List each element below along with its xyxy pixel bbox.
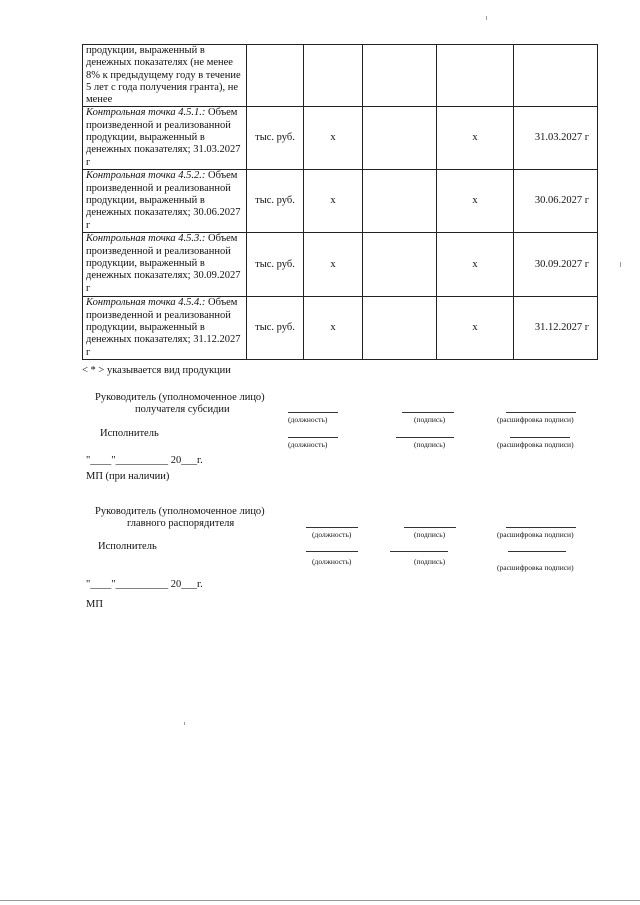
value-cell: х: [437, 233, 514, 297]
scan-speck: [486, 16, 487, 20]
date-cell: 30.09.2027 г: [514, 233, 598, 297]
scan-speck: [620, 262, 621, 267]
indicator-text: Объем произведенной и реализованной продукции, выраженный в денежных показателях; 31.12.2027 г: [86, 297, 241, 358]
value-cell: [363, 297, 437, 359]
table-row: [83, 233, 598, 297]
date-cell: 30.06.2027 г: [514, 170, 598, 233]
scan-speck: [184, 722, 185, 725]
stamp-label: МП: [86, 599, 103, 610]
indicator-text: Объем произведенной и реализованной продукции, выраженный в денежных показателях; 30.09.2027 г: [86, 233, 241, 294]
caption-position: (должность): [312, 557, 352, 566]
indicator-description-cell: [83, 297, 247, 359]
checkpoint-label: Контрольная точка 4.5.1.:: [86, 107, 206, 119]
executor-label: Исполнитель: [100, 428, 159, 439]
head-line-2: главного распорядителя: [127, 518, 235, 529]
indicator-description-cell: [83, 170, 247, 233]
indicator-description-cell: [83, 233, 247, 297]
value-cell: х: [437, 170, 514, 233]
caption-signature: (подпись): [414, 440, 446, 449]
indicator-text: продукции, выраженный в денежных показателях (не менее 8% к предыдущему году в течение 5 лет с года получения гранта), не менее: [86, 45, 241, 106]
executor-label: Исполнитель: [98, 541, 157, 552]
unit-cell: тыс. руб.: [247, 170, 304, 233]
table-row: [83, 107, 598, 170]
head-line-1: Руководитель (уполномоченное лицо): [95, 392, 265, 403]
value-cell: х: [304, 233, 363, 297]
value-cell: х: [304, 107, 363, 170]
caption-signature: (подпись): [414, 557, 446, 566]
unit-cell: тыс. руб.: [247, 297, 304, 359]
caption-signature: (подпись): [414, 530, 446, 539]
unit-cell: [247, 45, 304, 107]
caption-signature: (подпись): [414, 415, 446, 424]
value-cell: [363, 233, 437, 297]
value-cell: [363, 45, 437, 107]
indicator-text: Объем произведенной и реализованной продукции, выраженный в денежных показателях; 30.06.2027 г: [86, 170, 241, 231]
caption-decode: (расшифровка подписи): [497, 440, 574, 449]
date-line: "____"__________ 20___г.: [86, 455, 203, 466]
table-row: [83, 170, 598, 233]
checkpoint-label: Контрольная точка 4.5.3.:: [86, 233, 206, 245]
date-cell: [514, 45, 598, 107]
date-cell: 31.03.2027 г: [514, 107, 598, 170]
caption-decode: (расшифровка подписи): [497, 415, 574, 424]
value-cell: х: [304, 297, 363, 359]
indicator-description-cell: [83, 45, 247, 107]
value-cell: [304, 45, 363, 107]
table-row: [83, 297, 598, 359]
head-line-2: получателя субсидии: [135, 404, 230, 415]
value-cell: х: [437, 297, 514, 359]
unit-cell: тыс. руб.: [247, 233, 304, 297]
caption-decode: (расшифровка подписи): [497, 563, 574, 572]
caption-position: (должность): [312, 530, 352, 539]
value-cell: [437, 45, 514, 107]
caption-position: (должность): [288, 440, 328, 449]
value-cell: [363, 170, 437, 233]
footnote: < * > указывается вид продукции: [82, 365, 231, 376]
checkpoint-label: Контрольная точка 4.5.2.:: [86, 170, 206, 182]
date-cell: 31.12.2027 г: [514, 297, 598, 359]
date-line: "____"__________ 20___г.: [86, 579, 203, 590]
stamp-label: МП (при наличии): [86, 471, 170, 482]
unit-cell: тыс. руб.: [247, 107, 304, 170]
checkpoint-label: Контрольная точка 4.5.4.:: [86, 297, 206, 309]
caption-position: (должность): [288, 415, 328, 424]
scan-edge-line: [0, 900, 640, 901]
caption-decode: (расшифровка подписи): [497, 530, 574, 539]
value-cell: х: [437, 107, 514, 170]
indicator-description-cell: [83, 107, 247, 170]
head-line-1: Руководитель (уполномоченное лицо): [95, 506, 265, 517]
indicator-text: Объем произведенной и реализованной продукции, выраженный в денежных показателях; 31.03.2027 г: [86, 107, 241, 168]
value-cell: х: [304, 170, 363, 233]
value-cell: [363, 107, 437, 170]
table-row: [83, 45, 598, 107]
indicators-table: [82, 44, 598, 360]
